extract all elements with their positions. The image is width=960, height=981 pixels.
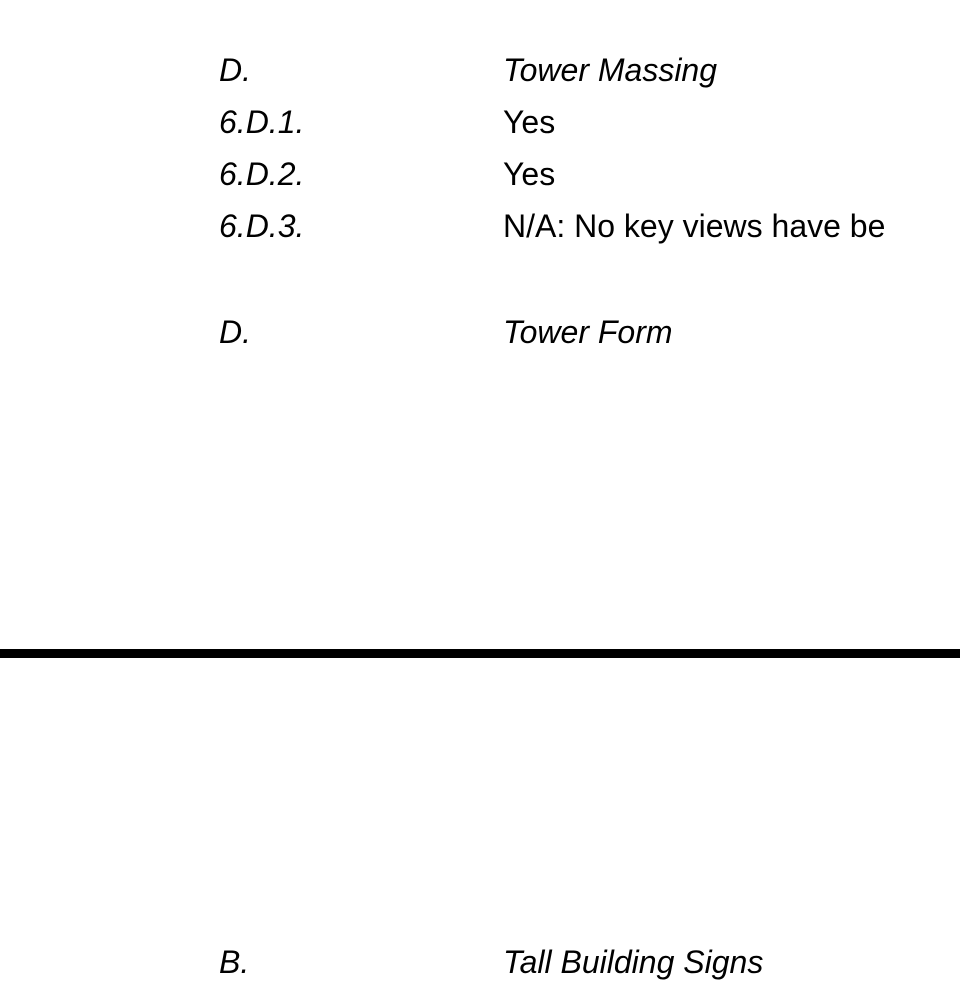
item-number: 6.D.3. — [219, 208, 305, 244]
section-heading-tall-building-signs — [0, 940, 960, 981]
section-heading-tower-massing — [0, 48, 960, 92]
item-response: Yes — [503, 156, 556, 192]
section-title: Tall Building Signs — [503, 944, 764, 980]
section-title: Tower Form — [503, 314, 673, 350]
section-label: B. — [219, 944, 250, 980]
item-row-6-d-3 — [0, 204, 960, 248]
item-number: 6.D.1. — [219, 104, 305, 140]
item-response: Yes — [503, 104, 556, 140]
section-heading-tower-form — [0, 310, 960, 354]
section-title: Tower Massing — [503, 52, 718, 88]
item-number: 6.D.2. — [219, 156, 305, 192]
section-label: D. — [219, 314, 251, 350]
item-response: N/A: No key views have be — [503, 208, 886, 244]
item-row-6-d-1 — [0, 100, 960, 144]
horizontal-divider — [0, 649, 960, 658]
item-row-6-d-2 — [0, 152, 960, 196]
section-label: D. — [219, 52, 251, 88]
